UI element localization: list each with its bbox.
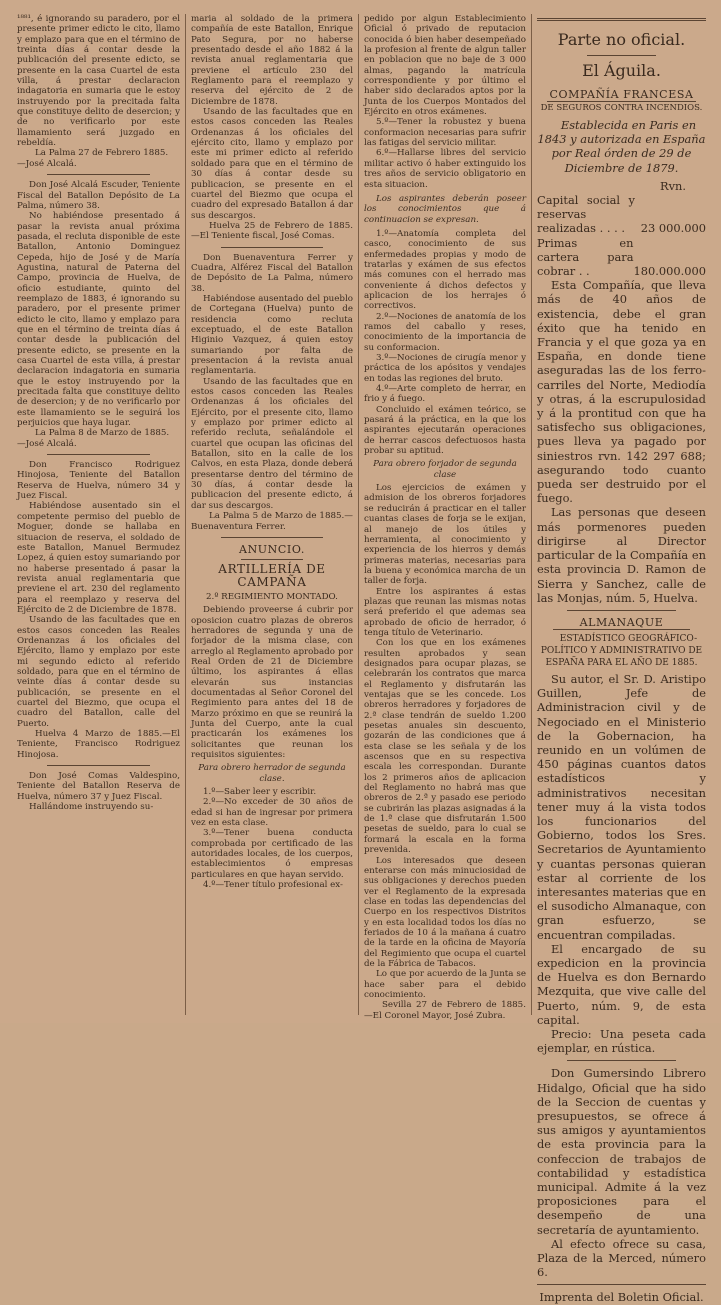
requirement-item: 6.º—Hallarse libres del servicio militar activo ó haber extinguido los tres años de servicio obligatorio en esta situacion. <box>363 148 526 190</box>
requirement-item: 1.º—Saber leer y escribir. <box>202 787 317 798</box>
divider <box>221 537 323 538</box>
edict-date: Huelva 25 de Febrero de 1885.—El Teniente fiscal, José Comas. <box>190 220 353 242</box>
edict-header: Don José Comas Valdespino, Teniente del Batallon Reserva de Huelva, número 37 y Juez Fiscal. <box>17 771 180 802</box>
primas-value: 180.000.000 <box>633 264 706 279</box>
column-3 <box>358 14 531 1021</box>
announcement-text: Los interesados que deseen enterarse con más minuciosidad de sus obligaciones y derechos pueden ver el Reglamento de la expresada clase en todas las dependencias del Cuerpo en los respectivos Distritos y en esta localidad todos los días no feriados de 10 á la mañana á cuatro de la tarde en la oficina de Mayoría del Regimiento que ocupa el cuartel de la Fábrica de Tabacos. <box>363 855 526 969</box>
company-contact: Las personas que deseen más pormenores pueden dirigirse al Director particular de la Compañía en esta provincia D. Ramon de Sierra y Sanchez, calle de las Monjas, núm. 5, Huelva. <box>536 505 706 605</box>
divider <box>47 765 150 766</box>
knowledge-item: 3.º—Nociones de cirugía menor y práctica de los apósitos y vendajes en todas las regiones del bruto. <box>363 353 526 384</box>
currency-label: Rvn. <box>660 178 686 193</box>
divider <box>537 1284 706 1285</box>
columns <box>12 14 711 1305</box>
requirement-item: 3.º—Tener buena conducta comprobada por certificado de las autoridades locales, de los cuerpos, establecimientos ó empresas particulares en que hayan servido. <box>190 828 353 880</box>
edict-date: La Palma 5 de Marzo de 1885.—Buenaventura Ferrer. <box>190 511 353 532</box>
knowledge-item: 2.º—Nociones de anatomía de los ramos del caballo y reses, conocimiento de la importancia de su conformacion. <box>363 311 526 353</box>
edict-signature: —José Alcalá. <box>17 438 77 449</box>
section-subtitle: Los aspirantes deberán poseer los conocimientos que á continuacion se expresan. <box>363 193 526 225</box>
announcement-text: Con los que en los exámenes resulten aprobados y sean designados para ocupar plazas, se celebrarán los contratos que marca el Reglamento y disfrutarán las ventajas que se les concede. Los obreros herradores y forjadores de 2.ª clase tendrán de sueldo 1.200 pesetas anuales sin descuento, gozarán de las condiciones que á esta clase se les señala y de los ascensos que en su respectiva escala les correspondan. Durante los 2 primeros años de aplicacion del Reglamento no habrá mas que obreros de 2.ª y pasado ese periodo se cubrirán las plazas asignadas á la de 1.ª clase que disfrutarán 1.500 pesetas de sueldo, para lo cual se formará la escala en la forma prevenida. <box>363 638 526 856</box>
company-description: Esta Compañía, que lleva más de 40 años de existencia, debe el gran éxito que ha tenido en Francia y el que goza ya en España, en donde tiene aseguradas las de los ferro-carriles del Norte, Mediodía y otras, á la escrupulosidad y á la prontitud con que ha satisfecho sus obligaciones, pues lleva ya pagado por siniestros rvn. 142 297 688; asegurando todo cuanto pueda ser destruido por el fuego. <box>536 278 706 506</box>
announcement-text: Debiendo proveerse á cubrir por oposicion cuatro plazas de obreros herradores de segunda y una de forjador de la misma clase, con arreglo al Reglamento aprobado por Real Orden de 21 de Diciembre último, los aspirantes á ellas elevarán sus instancias documentadas al Señor Coronel del Regimiento para antes del 18 de Marzo próximo en que se reunirá la Junta del Cuerpo, ante la cual practicarán los exámenes los solicitantes que reunan los requisitos siguientes: <box>190 605 353 760</box>
edict-date: La Palma 27 de Febrero 1885. <box>35 148 169 159</box>
divider <box>47 174 150 175</box>
announcement-text: Los ejercicios de exámen y admision de los obreros forjadores se reducirán á practicar en el taller cuantas clases de forja se le exijan, al manejo de los útiles y herramienta, al conocimiento y experiencia de los hierros y demás primeras materias, necesarias para la buena y económica marcha de un taller de forja. <box>363 483 526 587</box>
service-address: Al efecto ofrece su casa, Plaza de la Merced, número 6. <box>536 1236 706 1280</box>
announcement-text: Concluido el exámen teórico, se pasará á la práctica, en la que los aspirantes ejecutarán operaciones de herrar cascos defectuosos hasta probar su aptitud. <box>363 404 526 457</box>
regiment-title: 2.º REGIMIENTO MONTADO. <box>206 591 338 602</box>
artillery-title: ARTILLERÍA DE CAMPAÑA <box>218 561 326 589</box>
primas-label: Primas en cartera para cobrar . . <box>536 235 634 279</box>
requirement-item: 2.º—No exceder de 30 años de edad si han de ingresar por primera vez en esta clase. <box>190 797 353 829</box>
capital-value: 23 000.000 <box>640 221 706 236</box>
section-subtitle: Para obrero herrador de segunda clase. <box>198 763 346 784</box>
announcement-title: ANUNCIO. <box>239 542 305 556</box>
primas-row <box>537 236 706 279</box>
edict-date: La Palma 8 de Marzo de 1885. <box>35 428 170 439</box>
column-2 <box>185 14 358 1015</box>
printer-line: Imprenta del Boletin Oficial. <box>539 1290 704 1305</box>
announcement-text: Lo que por acuerdo de la Junta se hace saber para el debido conocimiento. <box>363 969 526 1000</box>
column-1 <box>12 14 185 1015</box>
announcement-text: pedido por algun Establecimiento Oficial ó privado de reputacion conocida ó bien haber desempeñado la profesion al frente de algun taller en poblacion que no baje de 3 000 almas, pagando la matrícula correspondiente y por último el haber sido declarados aptos por la Junta de los Cuerpos Montados del Ejército en otros exámenes. <box>363 14 526 118</box>
edict-text: ¹⁸⁸¹, é ignorando su paradero, por el presente primer edicto le cito, llamo y emplazo para que en el término de treinta días á contar desde la publicación del presente edicto, se presente en la casa Cuartel de esta villa, á prestar declaracion indagatoria en sumaria que le estoy instruyendo por la precitada falta que constituye delito de desercion; y de no verificarlo por este llamamiento será juzgado en rebeldía. <box>17 14 180 149</box>
knowledge-item: 4.º—Arte completo de herrar, en frio y á fuego. <box>363 384 526 405</box>
requirement-item: 4.º—Tener título profesional ex- <box>202 880 343 891</box>
capital-row <box>537 193 706 236</box>
company-subtitle: COMPAÑÍA FRANCESA <box>547 88 696 102</box>
divider <box>537 18 706 21</box>
almanac-description: Su autor, el Sr. D. Aristipo Guillen, Jefe de Administracion civil y de Negociado en el Ministerio de la Gobernacion, ha reunido en un volúmen de 450 páginas cuantos datos estadísticos y administrativos necesitan tener muy á la vista todos los funcionarios del Gobierno, todos los Sres. Secretarios de Ayuntamiento y cuantas personas quieran estar al corriente de los interesantes materias que en el susodicho Almanaque, con gran esfuerzo, se encuentran compiladas. <box>536 671 706 942</box>
divider <box>587 55 656 56</box>
almanac-price: Precio: Una peseta cada ejemplar, en rústica. <box>536 1026 706 1056</box>
section-subtitle: Para obrero forjador de segunda clase <box>373 459 517 480</box>
edict-text: Usando de las facultades que en estos casos conceden las Reales Ordenanzas á los oficiales del Ejército, por el presente cito, llamo y emplazo por primer edicto al referido recluta, señalándole el cuartel que ocupan las oficinas del Batallon, sito en la calle de los Calvos, en esta Plaza, donde deberá presentarse dentro del término de 30 días, á contar desde la publicacion del presente edicto, á dar sus descargos. <box>190 376 353 511</box>
announcement-date: Sevilla 27 de Febrero de 1885.—El Coronel Mayor, José Zubra. <box>363 1000 526 1021</box>
requirement-item: 5.º—Tener la robustez y buena conformacion necesarias para sufrir las fatigas del servicio militar. <box>363 117 526 149</box>
divider <box>47 454 150 455</box>
almanac-distributor: El encargado de su expedicion en la provincia de Huelva es don Bernardo Mezquita, que vive calle del Puerto, núm. 9, de esta capital. <box>536 941 706 1027</box>
divider <box>241 559 303 560</box>
company-established: Establecida en Paris en 1843 y autorizada en España por Real órden de 29 de Diciembre de 1879. <box>537 118 706 175</box>
edict-header: Don Francisco Rodriguez Hinojosa, Teniente del Batallon Reserva de Huelva, número 34 y Juez Fiscal. <box>17 460 180 502</box>
edict-text: No habiéndose presentado á pasar la revista anual próxima pasada, el recluta disponible de este Batallon, Antonio Dominguez Cepeda, hijo de José y de María Agustina, natural de Paterna del Campo, provincia de Huelva, de oficio estudiante, quinto del reemplazo de 1883, é ignorando su paradero, por el presente primer edicto le cito, llamo y emplazo para que en el término de treinta días á contar desde la publicación del presente edicto, se presente en la casa Cuartel de esta villa, á prestar declaracion indagatoria en sumaria que le estoy instruyendo por la precitada falta que constituye delito de desercion; y de no verificarlo por este llamamiento se le seguirá los perjuicios que haya lugar. <box>17 211 180 429</box>
company-name: El Águila. <box>582 61 661 80</box>
almanac-title: ALMANAQUE <box>553 616 690 630</box>
divider <box>567 1060 676 1061</box>
edict-date: Huelva 4 Marzo de 1885.—El Teniente, Francisco Rodriguez Hinojosa. <box>17 729 180 760</box>
divider <box>567 610 676 611</box>
announcement-text: Entre los aspirantes á estas plazas que reunan las mismas notas será preferido el que ademas sea aprobado de oficio de herrador, ó tenga título de Veterinario. <box>363 586 526 638</box>
divider <box>221 247 323 248</box>
company-tagline: DE SEGUROS CONTRA INCENDIOS. <box>540 103 703 113</box>
service-offer: Don Gumersindo Librero Hidalgo, Oficial que ha sido de la Seccion de cuentas y presupuestos, se ofrece á sus amigos y ayuntamientos de esta provincia para la confeccion de trabajos de contabilidad y estadística municipal. Admite á la vez proposiciones para el desempeño de una secretaría de ayuntamiento. <box>536 1066 706 1237</box>
edict-text: Hallándome instruyendo su- <box>29 802 154 813</box>
edict-signature: —José Alcalá. <box>17 158 77 169</box>
edict-text: Usando de las facultades que en estos casos conceden las Reales Ordenanzas á los oficiales del Ejército, llamo y emplazo por este mi segundo edicto al referido soldado, para que en el término de veinte días á contar desde su publicación, se presente en el cuartel del Biezmo, que ocupa el cuadro del Batallon, calle del Puerto. <box>17 615 180 729</box>
edict-header: Don José Alcalá Escuder, Teniente Fiscal del Batallon Depósito de La Palma, número 38. <box>17 180 180 211</box>
edict-text: maria al soldado de la primera compañía de este Batallon, Enrique Pato Segura, por no haberse presentado desde el año 1882 á la revista anual reglamentaria que previene el artículo 230 del Reglamento para el reemplazo y reserva del ejército de 2 de Diciembre de 1878. <box>190 14 353 107</box>
edict-header: Don Buenaventura Ferrer y Cuadra, Alférez Fiscal del Batallon de Depósito de La Palma, número 38. <box>190 252 353 294</box>
almanac-subtitle: ESTADÍSTICO GEOGRÁFICO-POLÍTICO Y ADMINISTRATIVO DE ESPAÑA PARA EL AÑO DE 1885. <box>540 633 703 668</box>
edict-text: Habiéndose ausentado del pueblo de Cortegana (Huelva) punto de residencia como recluta exceptuado, el de este Batallon Higinio Vazquez, á quien estoy sumariando por falta de presentacion á la revista anual reglamentaria. <box>190 293 353 377</box>
section-heading: Parte no oficial. <box>557 30 686 49</box>
edict-text: Habiéndose ausentado sin el competente permiso del pueblo de Moguer, donde se hallaba en situacion de reserva, el soldado de este Batallon, Manuel Bermudez Lopez, á quien estoy sumariando por no haberse presentado á pasar la revista anual reglamentaria que previene el art. 230 del reglamento para el reemplazo y reserva del Ejército de 2 de Diciembre de 1878. <box>17 501 180 615</box>
capital-label: Capital social y reservas realizadas . . . . <box>536 193 635 236</box>
column-4 <box>531 14 711 1305</box>
edict-text: Usando de las facultades que en estos casos conceden las Reales Ordenanzas á los oficiales del ejército cito, llamo y emplazo por este mi primer edicto al referido soldado para que en el término de 30 días á contar desde su publicacion, se presente en el cuartel del Biezmo que ocupa el cuadro del expresado Batallon á dar sus descargos. <box>190 107 353 221</box>
knowledge-item: 1.º—Anatomía completa del casco, conocimiento de sus enfermedades propias y modo de tratarlas y exámen de sus efectos más comunes con el herrado mas conveniente á dichos defectos y aplicacion de los herrajes ó correctivos. <box>363 228 526 312</box>
